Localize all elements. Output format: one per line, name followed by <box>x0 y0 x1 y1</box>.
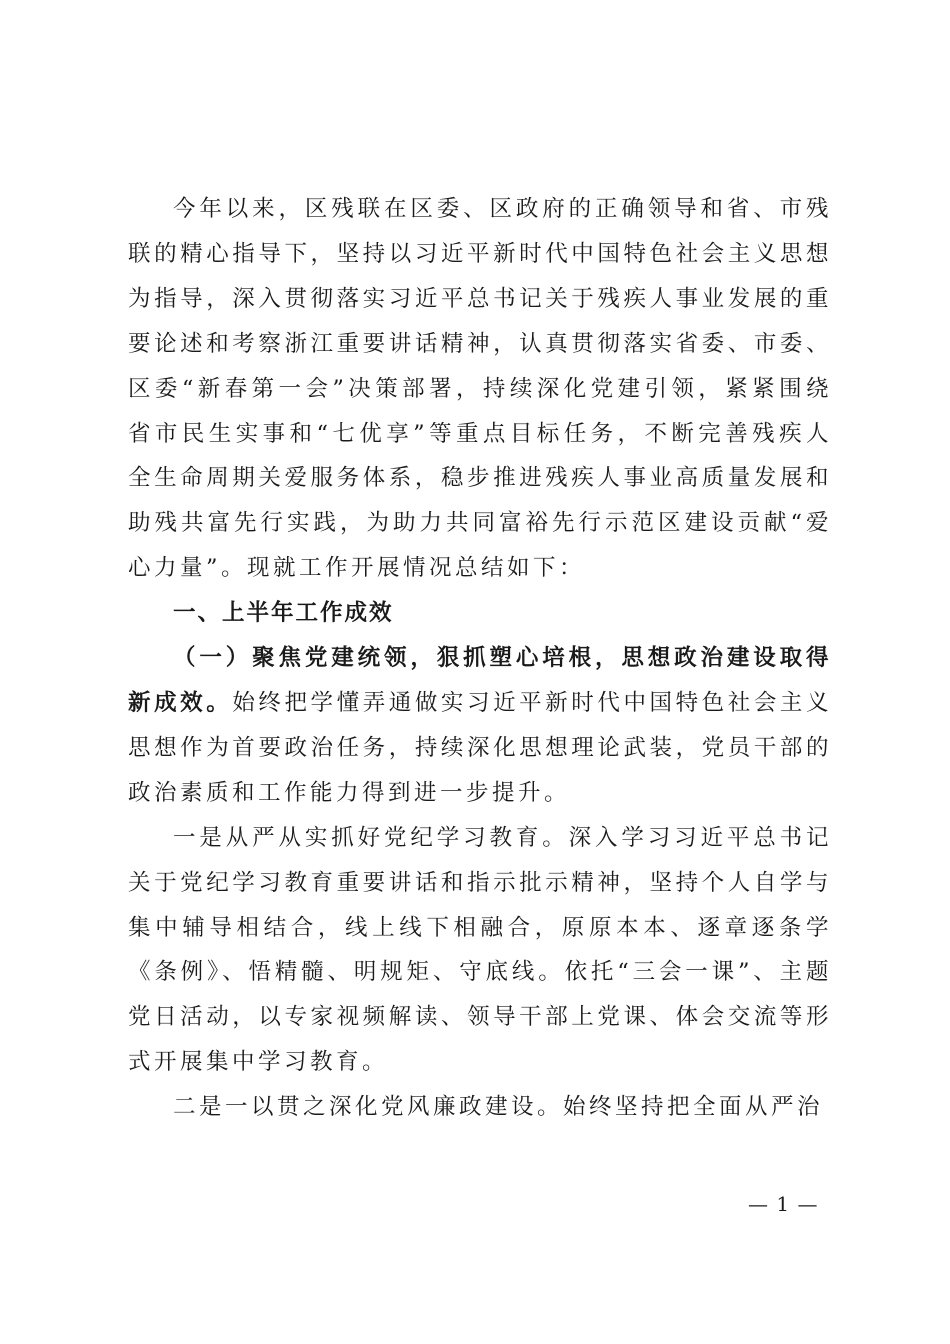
point-one-paragraph: 一是从严从实抓好党纪学习教育。深入学习习近平总书记关于党纪学习教育重要讲话和指示批示精神，坚持个人自学与集中辅导相结合，线上线下相融合，原原本本、逐章逐条学《条例》、悟精髓、明规矩、守底线。依托“三会一课”、主题党日活动，以专家视频解读、领导干部上党课、体会交流等形式开展集中学习教育。 <box>128 824 832 1076</box>
subsection-paragraph <box>128 636 832 816</box>
point-two-paragraph: 二是一以贯之深化党风廉政建设。始终坚持把全面从严治 <box>173 1094 824 1121</box>
document-body <box>128 187 832 1130</box>
section-heading: 一、上半年工作成效 <box>173 600 394 627</box>
subsection-lead: （一）聚焦党建统领，狠抓塑心培根，思想政治建设取得新成效。 <box>128 645 832 716</box>
page-number: — 1 — <box>748 1192 819 1216</box>
intro-paragraph: 今年以来，区残联在区委、区政府的正确领导和省、市残联的精心指导下，坚持以习近平新时代中国特色社会主义思想为指导，深入贯彻落实习近平总书记关于残疾人事业发展的重要论述和考察浙江重要讲话精神，认真贯彻落实省委、市委、区委“新春第一会”决策部署，持续深化党建引领，紧紧围绕省市民生实事和“七优享”等重点目标任务，不断完善残疾人全生命周期关爱服务体系，稳步推进残疾人事业高质量发展和助残共富先行实践，为助力共同富裕先行示范区建设贡献“爱心力量”。现就工作开展情况总结如下： <box>128 196 832 582</box>
subsection-body: 始终把学懂弄通做实习近平新时代中国特色社会主义思想作为首要政治任务，持续深化思想理论武装，党员干部的政治素质和工作能力得到进一步提升。 <box>128 689 832 806</box>
